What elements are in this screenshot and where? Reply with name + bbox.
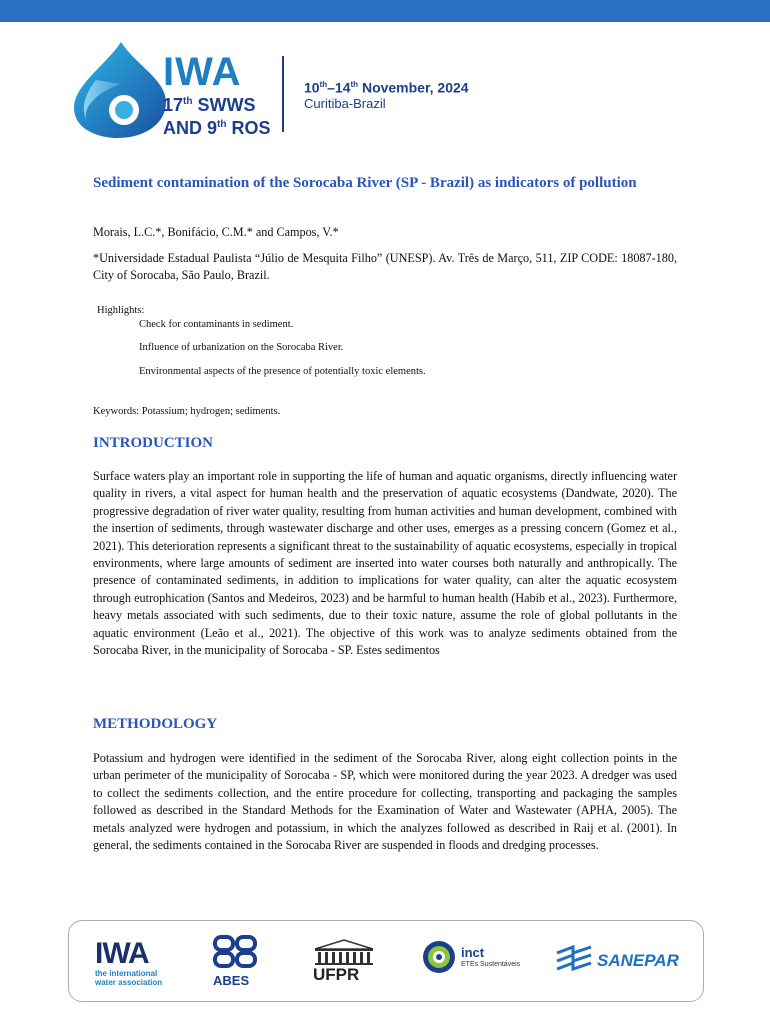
introduction-text: Surface waters play an important role in supporting the life of human and aquatic organisms, directly influencing water quality in rivers, a vital aspect for human health and the preservation of aquatic ecosystems (Dandwate, 2020). The progressive degradation of river water quality, resulting from human activities and human development, combined with the insertion of sediments, through wastewater discharge and other uses, emerges as a pressing concern (Gomez et al., 2021). This deterioration represents a significant threat to the sustainability of aquatic ecosystems, especially in tropical environments, where large amounts of sediment are inserted into water courses both naturally and anthropically. The presence of contaminated sediments, in addition to implications for water quality, can alter the aquatic ecosystem through eutrophication (Santos and Medeiros, 2023) and be harmful to human health (Habib et al., 2023). Furthermore, heavy metals associated with such sediments, due to their toxic nature, assume the role of global pollutants in the aquatic environment (Leão et al., 2021). The objective of this work was to analyze sediments obtained from the Sorocaba River, in the municipality of Sorocaba - SP. Estes sedimentos (93, 469, 677, 658)
methodology-heading: METHODOLOGY (93, 716, 218, 732)
sanepar-waves-icon (555, 945, 593, 973)
event-edition: 17 (163, 95, 184, 115)
conference-header (60, 40, 710, 140)
ufpr-building-icon (311, 939, 377, 965)
sponsor-logos-footer (68, 920, 704, 1002)
date-start: 10 (304, 79, 320, 96)
event-and: AND 9 (163, 118, 218, 138)
ufpr-logo: UFPR (313, 965, 360, 984)
iwa-footer-sub2: water association (95, 978, 163, 987)
date-month-year: November, 2024 (358, 79, 469, 96)
methodology-text: Potassium and hydrogen were identified in the sediment of the Sorocaba River, along eight collection points in the urban perimeter of the municipality of Sorocaba - SP, which were monitored during the year 2023. A dredger was used to collect the sediments collection, and the entire procedure for collecting, transporting and packaging the samples followed as described in the Standard Methods for the Examination of Water and Wastewater (APHA, 2005). The metals analyzed were hydrogen and potassium, in which the analyzes followed as described in Raij et al. (2001). In general, the sediments contained in the Sorocaba River are suspended in floods and dredging processes. (93, 751, 677, 853)
event-ros: ROS (226, 118, 271, 138)
paper-affiliation: *Universidade Estadual Paulista “Júlio de Mesquita Filho” (UNESP). Av. Três de Março, 511, ZIP CODE: 18087-180, City of Sorocaba, São Paulo, Brazil. (93, 251, 677, 283)
date-end: –14 (327, 79, 351, 96)
event-swws: SWWS (192, 95, 256, 115)
iwa-logo-text: IWA (163, 50, 242, 94)
abes-logo: ABES (213, 973, 250, 988)
highlight-item: Influence of urbanization on the Sorocaba River. (139, 342, 344, 353)
paper-authors: Morais, L.C.*, Bonifácio, C.M.* and Campos, V.* (93, 225, 339, 239)
date-start-sup: th (319, 80, 328, 89)
iwa-footer-logo: IWA (95, 937, 149, 970)
event-edition-sup: th (183, 96, 193, 107)
highlights-label: Highlights: (97, 305, 145, 316)
highlight-item: Check for contaminants in sediment. (139, 319, 294, 330)
inct-logo: inct (461, 945, 485, 960)
header-divider (282, 56, 284, 132)
event-dates (304, 76, 469, 97)
top-blue-bar (0, 0, 770, 22)
highlight-item: Environmental aspects of the presence of potentially toxic elements. (139, 366, 426, 377)
keywords: Keywords: Potassium; hydrogen; sediments. (93, 406, 281, 417)
event-and-sup: th (217, 119, 227, 130)
iwa-footer-sub1: the international (95, 969, 158, 978)
date-end-sup: th (350, 80, 359, 89)
event-name (163, 92, 270, 138)
paper-title: Sediment contamination of the Sorocaba River (SP - Brazil) as indicators of pollution (93, 175, 637, 191)
introduction-heading: INTRODUCTION (93, 435, 214, 451)
water-drop-logo-icon (66, 40, 176, 138)
sanepar-logo: SANEPAR (597, 951, 679, 970)
event-city: Curitiba-Brazil (304, 96, 386, 111)
abes-symbol-icon (213, 935, 257, 969)
inct-subtitle: ETEs Sustentáveis (461, 961, 521, 968)
inct-circle-icon (421, 939, 457, 975)
